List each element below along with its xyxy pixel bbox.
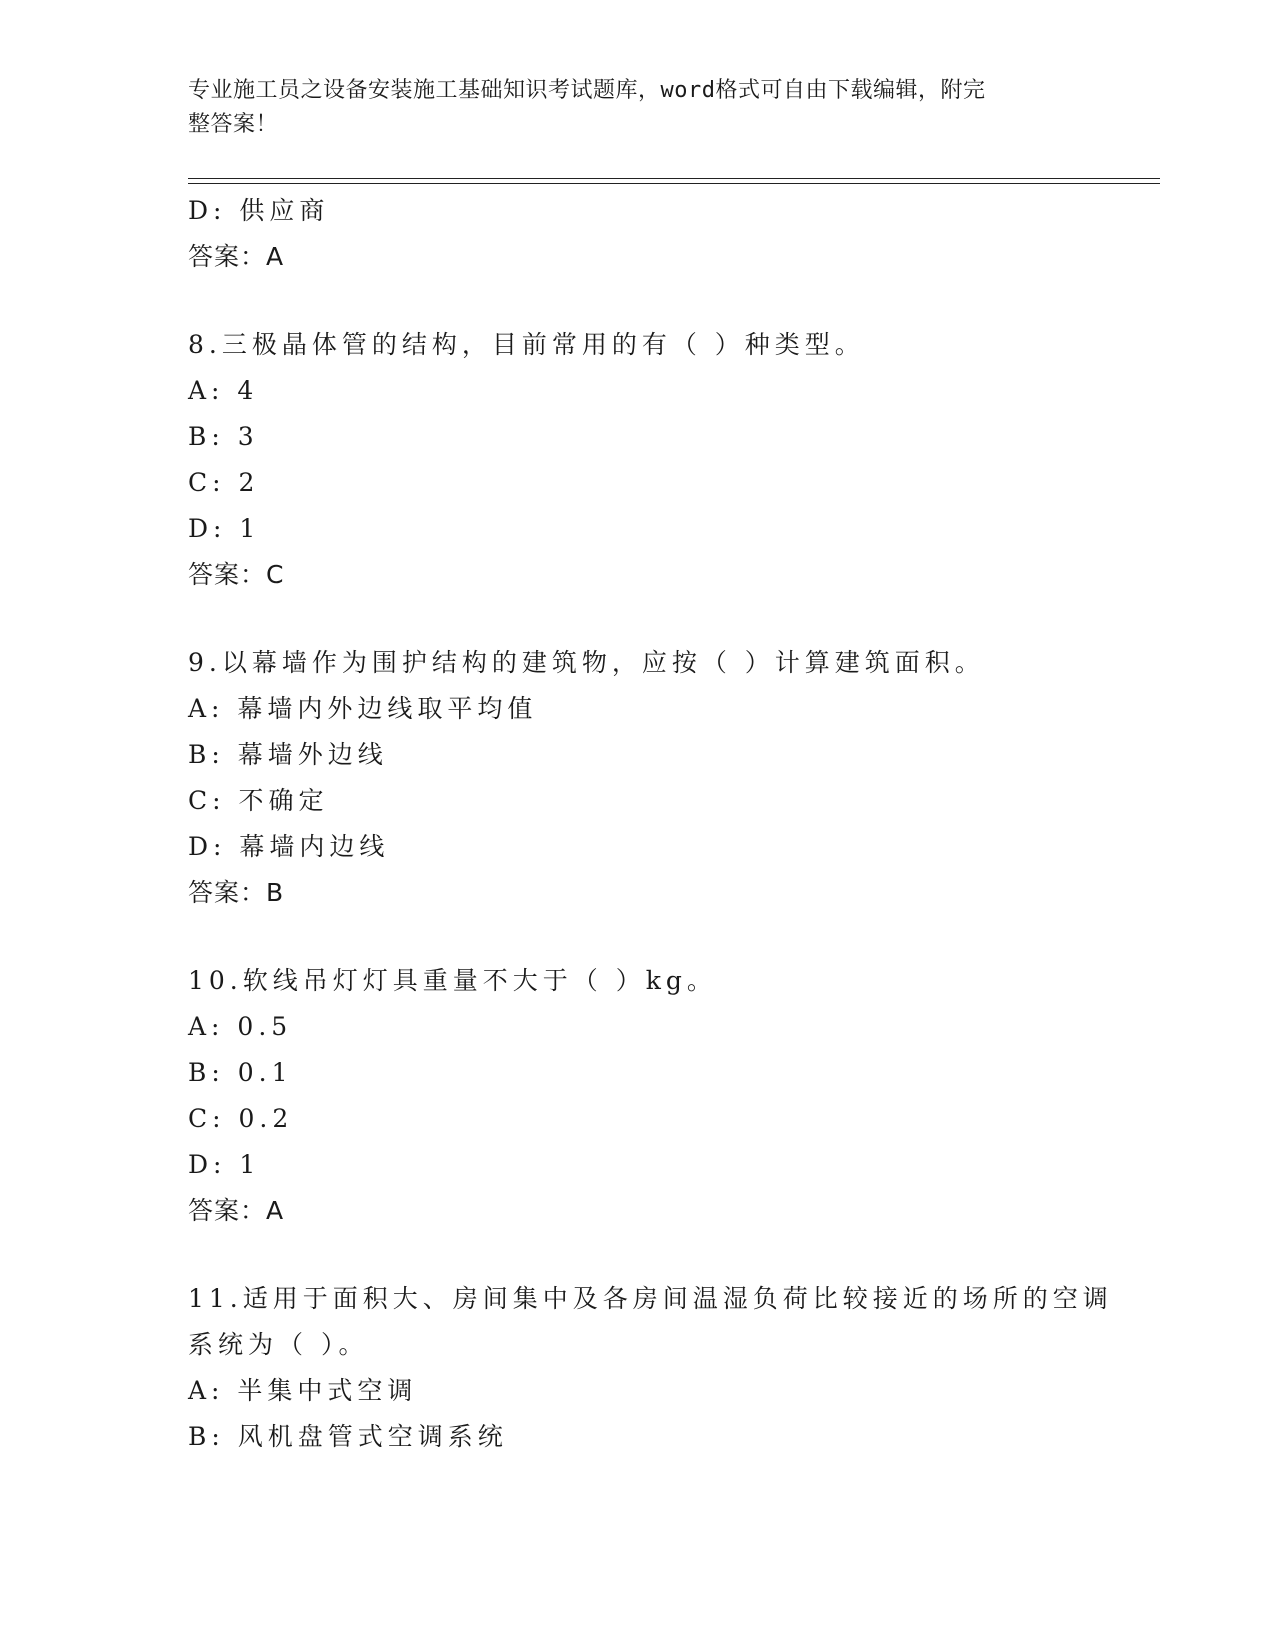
prev-option-d: D: 供应商 bbox=[188, 196, 330, 225]
question-9 bbox=[188, 640, 1088, 916]
option-a: A: 4 bbox=[188, 376, 259, 405]
header-line-1: 专业施工员之设备安装施工基础知识考试题库，word格式可自由下载编辑，附完 bbox=[188, 78, 986, 103]
option-c: C: 不确定 bbox=[188, 786, 329, 815]
document-body bbox=[188, 188, 1113, 1460]
header-divider-top bbox=[188, 178, 1160, 179]
answer: 答案：B bbox=[188, 878, 285, 907]
question-title: 10.软线吊灯灯具重量不大于（ ）kg。 bbox=[188, 966, 717, 995]
option-b: B: 风机盘管式空调系统 bbox=[188, 1422, 508, 1451]
option-a: A: 幕墙内外边线取平均值 bbox=[188, 694, 538, 723]
header-divider-bottom bbox=[188, 183, 1160, 184]
option-c: C: 0.2 bbox=[188, 1104, 294, 1133]
option-d: D: 幕墙内边线 bbox=[188, 832, 390, 861]
question-title: 9.以幕墙作为围护结构的建筑物，应按（ ）计算建筑面积。 bbox=[188, 648, 985, 677]
answer: 答案：C bbox=[188, 560, 285, 589]
document-header bbox=[188, 74, 1068, 142]
question-title: 8.三极晶体管的结构，目前常用的有（ ）种类型。 bbox=[188, 330, 865, 359]
option-a: A: 0.5 bbox=[188, 1012, 293, 1041]
option-d: D: 1 bbox=[188, 514, 261, 543]
question-title-line-1: 11.适用于面积大、房间集中及各房间温湿负荷比较接近的场所的空调 bbox=[188, 1284, 1113, 1313]
option-b: B: 幕墙外边线 bbox=[188, 740, 388, 769]
option-d: D: 1 bbox=[188, 1150, 261, 1179]
question-10 bbox=[188, 958, 1088, 1234]
question-8 bbox=[188, 322, 1088, 598]
question-11 bbox=[188, 1276, 1113, 1460]
option-a: A: 半集中式空调 bbox=[188, 1376, 418, 1405]
header-line-2: 整答案！ bbox=[188, 112, 279, 137]
prev-answer: 答案：A bbox=[188, 242, 285, 271]
answer: 答案：A bbox=[188, 1196, 285, 1225]
question-title-line-2: 系统为（ ）。 bbox=[188, 1330, 369, 1359]
option-c: C: 2 bbox=[188, 468, 260, 497]
option-b: B: 0.1 bbox=[188, 1058, 293, 1087]
option-b: B: 3 bbox=[188, 422, 259, 451]
